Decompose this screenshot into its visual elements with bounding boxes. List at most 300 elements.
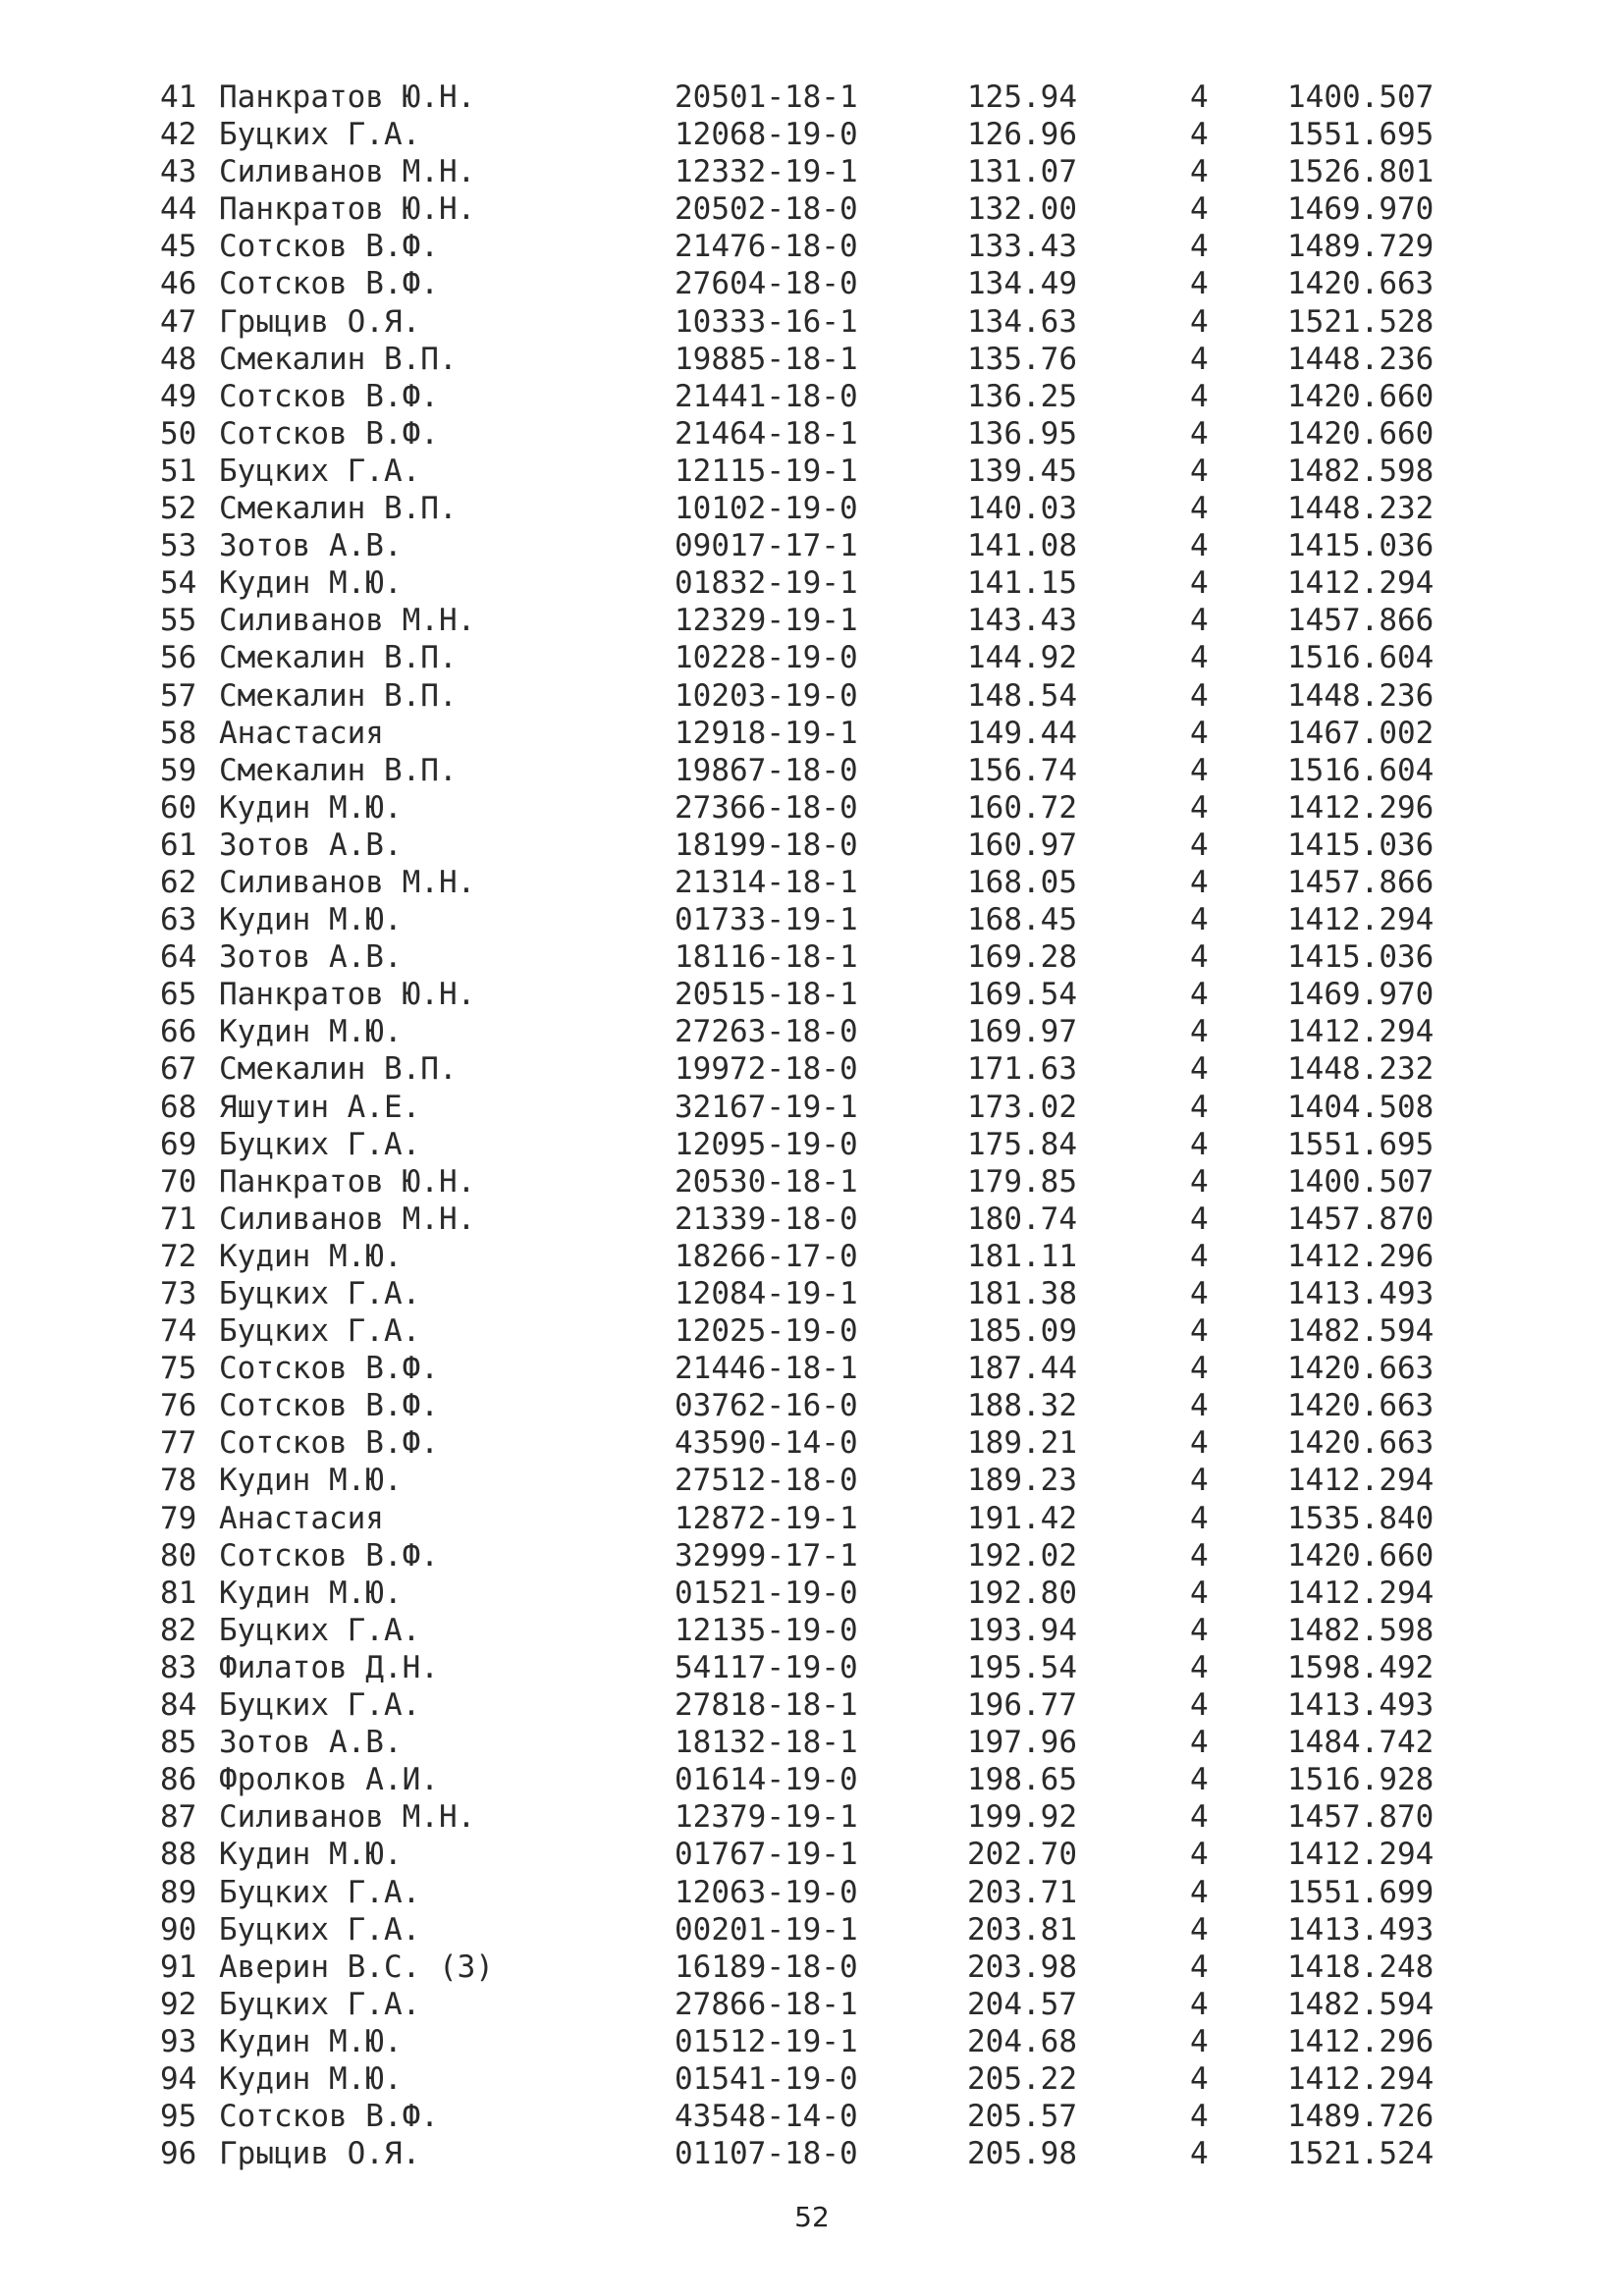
- row-code: 16189-18-0: [675, 1949, 858, 1985]
- table-row: [0, 190, 1624, 228]
- table-row: [0, 677, 1624, 715]
- row-result: 1420.663: [1287, 266, 1435, 302]
- table-row: [0, 490, 1624, 527]
- row-value: 141.15: [967, 565, 1077, 602]
- row-code: 12135-19-0: [675, 1612, 858, 1648]
- table-row: [0, 1500, 1624, 1537]
- row-name: Смекалин В.П.: [219, 491, 458, 527]
- row-result: 1448.236: [1287, 677, 1435, 714]
- row-value: 205.22: [967, 2060, 1077, 2097]
- row-result: 1420.663: [1287, 1351, 1435, 1387]
- row-result: 1489.726: [1287, 2099, 1435, 2135]
- row-value: 160.97: [967, 827, 1077, 863]
- row-count: 4: [1190, 789, 1209, 826]
- row-number: 90: [160, 1911, 197, 1948]
- table-row: [0, 153, 1624, 190]
- row-value: 156.74: [967, 752, 1077, 788]
- row-name: Яшутин А.Е.: [219, 1089, 421, 1125]
- row-value: 193.94: [967, 1612, 1077, 1648]
- row-code: 27263-18-0: [675, 1014, 858, 1050]
- row-count: 4: [1190, 603, 1209, 639]
- row-name: Буцких Г.А.: [219, 1986, 421, 2022]
- row-result: 1457.866: [1287, 864, 1435, 900]
- row-number: 49: [160, 378, 197, 414]
- table-row: [0, 2023, 1624, 2060]
- row-name: Силиванов М.Н.: [219, 154, 476, 190]
- row-result: 1420.660: [1287, 415, 1435, 452]
- row-value: 195.54: [967, 1649, 1077, 1685]
- results-table: [0, 79, 1624, 2172]
- table-row: [0, 2060, 1624, 2098]
- row-result: 1400.507: [1287, 1163, 1435, 1200]
- table-row: [0, 1013, 1624, 1050]
- table-row: [0, 341, 1624, 378]
- row-result: 1412.294: [1287, 1014, 1435, 1050]
- row-code: 43590-14-0: [675, 1425, 858, 1462]
- table-row: [0, 228, 1624, 265]
- table-row: [0, 938, 1624, 976]
- row-code: 27512-18-0: [675, 1463, 858, 1499]
- row-count: 4: [1190, 378, 1209, 414]
- row-code: 03762-16-0: [675, 1388, 858, 1424]
- row-number: 64: [160, 939, 197, 976]
- row-code: 01541-19-0: [675, 2060, 858, 2097]
- row-count: 4: [1190, 864, 1209, 900]
- row-value: 140.03: [967, 491, 1077, 527]
- row-count: 4: [1190, 303, 1209, 340]
- row-code: 01512-19-1: [675, 2023, 858, 2059]
- row-code: 21441-18-0: [675, 378, 858, 414]
- row-name: Зотов А.В.: [219, 827, 403, 863]
- table-row: [0, 1836, 1624, 1873]
- row-result: 1521.524: [1287, 2136, 1435, 2172]
- table-row: [0, 1163, 1624, 1201]
- row-number: 84: [160, 1687, 197, 1724]
- row-value: 205.98: [967, 2136, 1077, 2172]
- table-row: [0, 1911, 1624, 1949]
- row-number: 44: [160, 191, 197, 228]
- table-row: [0, 827, 1624, 864]
- row-value: 204.57: [967, 1986, 1077, 2022]
- row-name: Сотсков В.Ф.: [219, 1388, 439, 1424]
- row-number: 48: [160, 341, 197, 377]
- row-value: 160.72: [967, 789, 1077, 826]
- row-result: 1412.294: [1287, 2060, 1435, 2097]
- row-number: 95: [160, 2099, 197, 2135]
- row-count: 4: [1190, 1014, 1209, 1050]
- row-value: 135.76: [967, 341, 1077, 377]
- row-number: 53: [160, 528, 197, 564]
- row-value: 205.57: [967, 2099, 1077, 2135]
- row-value: 192.02: [967, 1537, 1077, 1574]
- row-number: 76: [160, 1388, 197, 1424]
- row-result: 1420.663: [1287, 1388, 1435, 1424]
- row-count: 4: [1190, 1649, 1209, 1685]
- table-row: [0, 901, 1624, 938]
- row-result: 1521.528: [1287, 303, 1435, 340]
- table-row: [0, 2098, 1624, 2135]
- row-name: Анастасия: [219, 715, 384, 751]
- row-code: 20501-18-1: [675, 80, 858, 115]
- row-number: 41: [160, 80, 197, 115]
- row-value: 192.80: [967, 1575, 1077, 1611]
- row-count: 4: [1190, 1687, 1209, 1724]
- row-value: 175.84: [967, 1126, 1077, 1162]
- row-number: 57: [160, 677, 197, 714]
- row-code: 00201-19-1: [675, 1911, 858, 1948]
- row-number: 80: [160, 1537, 197, 1574]
- table-row: [0, 1612, 1624, 1649]
- row-code: 12025-19-0: [675, 1313, 858, 1350]
- row-name: Смекалин В.П.: [219, 341, 458, 377]
- row-name: Сотсков В.Ф.: [219, 378, 439, 414]
- table-row: [0, 1350, 1624, 1387]
- row-result: 1551.695: [1287, 117, 1435, 153]
- row-count: 4: [1190, 1725, 1209, 1761]
- page-number: 52: [794, 2201, 830, 2233]
- row-code: 18199-18-0: [675, 827, 858, 863]
- row-value: 141.08: [967, 528, 1077, 564]
- row-number: 77: [160, 1425, 197, 1462]
- row-count: 4: [1190, 191, 1209, 228]
- row-count: 4: [1190, 1051, 1209, 1088]
- table-row: [0, 1686, 1624, 1724]
- row-code: 01832-19-1: [675, 565, 858, 602]
- row-number: 42: [160, 117, 197, 153]
- table-row: [0, 1798, 1624, 1836]
- row-result: 1489.729: [1287, 229, 1435, 265]
- table-row: [0, 453, 1624, 490]
- row-code: 12872-19-1: [675, 1500, 858, 1536]
- row-count: 4: [1190, 1276, 1209, 1311]
- row-code: 12329-19-1: [675, 603, 858, 639]
- row-name: Сотсков В.Ф.: [219, 2099, 439, 2135]
- row-value: 126.96: [967, 117, 1077, 153]
- row-value: 136.25: [967, 378, 1077, 414]
- row-result: 1457.870: [1287, 1201, 1435, 1237]
- row-code: 19867-18-0: [675, 752, 858, 788]
- row-value: 189.23: [967, 1463, 1077, 1499]
- row-number: 51: [160, 453, 197, 489]
- row-value: 136.95: [967, 415, 1077, 452]
- row-number: 73: [160, 1276, 197, 1311]
- row-count: 4: [1190, 1612, 1209, 1648]
- row-count: 4: [1190, 341, 1209, 377]
- row-value: 168.45: [967, 902, 1077, 938]
- row-value: 203.71: [967, 1874, 1077, 1910]
- row-number: 52: [160, 491, 197, 527]
- row-number: 74: [160, 1313, 197, 1350]
- row-number: 63: [160, 902, 197, 938]
- row-value: 189.21: [967, 1425, 1077, 1462]
- row-name: Панкратов Ю.Н.: [219, 191, 476, 228]
- table-row: [0, 1275, 1624, 1312]
- row-result: 1482.598: [1287, 453, 1435, 489]
- row-number: 78: [160, 1463, 197, 1499]
- row-result: 1415.036: [1287, 528, 1435, 564]
- row-code: 01767-19-1: [675, 1837, 858, 1873]
- row-number: 93: [160, 2023, 197, 2059]
- row-name: Филатов Д.Н.: [219, 1649, 439, 1685]
- row-value: 181.11: [967, 1238, 1077, 1274]
- row-result: 1413.493: [1287, 1276, 1435, 1311]
- row-value: 148.54: [967, 677, 1077, 714]
- row-count: 4: [1190, 1425, 1209, 1462]
- row-value: 169.54: [967, 977, 1077, 1013]
- row-value: 180.74: [967, 1201, 1077, 1237]
- row-count: 4: [1190, 1874, 1209, 1910]
- row-name: Буцких Г.А.: [219, 1276, 421, 1311]
- row-number: 58: [160, 715, 197, 751]
- row-result: 1482.594: [1287, 1313, 1435, 1350]
- row-code: 19972-18-0: [675, 1051, 858, 1088]
- table-row: [0, 715, 1624, 752]
- row-value: 149.44: [967, 715, 1077, 751]
- row-code: 20502-18-0: [675, 191, 858, 228]
- row-name: Кудин М.Ю.: [219, 902, 403, 938]
- table-row: [0, 303, 1624, 341]
- row-result: 1469.970: [1287, 191, 1435, 228]
- row-count: 4: [1190, 80, 1209, 115]
- row-result: 1469.970: [1287, 977, 1435, 1013]
- table-row: [0, 79, 1624, 116]
- table-row: [0, 639, 1624, 676]
- row-name: Анастасия: [219, 1500, 384, 1536]
- row-code: 18132-18-1: [675, 1725, 858, 1761]
- table-row: [0, 564, 1624, 602]
- row-name: Зотов А.В.: [219, 939, 403, 976]
- row-code: 12115-19-1: [675, 453, 858, 489]
- row-name: Смекалин В.П.: [219, 752, 458, 788]
- row-name: Смекалин В.П.: [219, 677, 458, 714]
- row-count: 4: [1190, 1986, 1209, 2022]
- row-result: 1526.801: [1287, 154, 1435, 190]
- row-number: 83: [160, 1649, 197, 1685]
- row-result: 1551.699: [1287, 1874, 1435, 1910]
- row-code: 01733-19-1: [675, 902, 858, 938]
- row-count: 4: [1190, 528, 1209, 564]
- row-result: 1598.492: [1287, 1649, 1435, 1685]
- row-value: 143.43: [967, 603, 1077, 639]
- row-code: 27866-18-1: [675, 1986, 858, 2022]
- table-row: [0, 1089, 1624, 1126]
- row-count: 4: [1190, 1949, 1209, 1985]
- table-row: [0, 2135, 1624, 2172]
- row-result: 1551.695: [1287, 1126, 1435, 1162]
- row-count: 4: [1190, 1911, 1209, 1948]
- row-value: 134.63: [967, 303, 1077, 340]
- row-value: 203.81: [967, 1911, 1077, 1948]
- table-row: [0, 1387, 1624, 1424]
- row-code: 12095-19-0: [675, 1126, 858, 1162]
- row-value: 187.44: [967, 1351, 1077, 1387]
- table-row: [0, 976, 1624, 1013]
- row-number: 66: [160, 1014, 197, 1050]
- row-count: 4: [1190, 154, 1209, 190]
- row-result: 1448.236: [1287, 341, 1435, 377]
- row-code: 12084-19-1: [675, 1276, 858, 1311]
- row-value: 134.49: [967, 266, 1077, 302]
- row-value: 203.98: [967, 1949, 1077, 1985]
- row-number: 85: [160, 1725, 197, 1761]
- row-number: 67: [160, 1051, 197, 1088]
- row-count: 4: [1190, 2136, 1209, 2172]
- row-result: 1448.232: [1287, 491, 1435, 527]
- row-count: 4: [1190, 1575, 1209, 1611]
- row-name: Сотсков В.Ф.: [219, 266, 439, 302]
- row-name: Панкратов Ю.Н.: [219, 80, 476, 115]
- row-count: 4: [1190, 827, 1209, 863]
- row-number: 45: [160, 229, 197, 265]
- row-count: 4: [1190, 1837, 1209, 1873]
- row-value: 144.92: [967, 640, 1077, 676]
- row-count: 4: [1190, 1388, 1209, 1424]
- row-result: 1457.866: [1287, 603, 1435, 639]
- row-result: 1415.036: [1287, 939, 1435, 976]
- row-count: 4: [1190, 453, 1209, 489]
- row-code: 12332-19-1: [675, 154, 858, 190]
- row-number: 79: [160, 1500, 197, 1536]
- row-number: 70: [160, 1163, 197, 1200]
- row-name: Зотов А.В.: [219, 528, 403, 564]
- row-name: Смекалин В.П.: [219, 1051, 458, 1088]
- row-value: 197.96: [967, 1725, 1077, 1761]
- row-number: 75: [160, 1351, 197, 1387]
- row-count: 4: [1190, 1126, 1209, 1162]
- row-name: Кудин М.Ю.: [219, 565, 403, 602]
- row-result: 1412.296: [1287, 789, 1435, 826]
- row-number: 59: [160, 752, 197, 788]
- row-name: Кудин М.Ю.: [219, 789, 403, 826]
- row-code: 32999-17-1: [675, 1537, 858, 1574]
- row-result: 1412.294: [1287, 1575, 1435, 1611]
- row-number: 50: [160, 415, 197, 452]
- row-name: Буцких Г.А.: [219, 453, 421, 489]
- row-number: 91: [160, 1949, 197, 1985]
- row-count: 4: [1190, 1799, 1209, 1836]
- table-row: [0, 1424, 1624, 1462]
- row-name: Буцких Г.А.: [219, 1874, 421, 1910]
- row-name: Буцких Г.А.: [219, 1313, 421, 1350]
- row-value: 171.63: [967, 1051, 1077, 1088]
- row-name: Грыцив О.Я.: [219, 2136, 421, 2172]
- row-result: 1516.604: [1287, 640, 1435, 676]
- row-result: 1412.294: [1287, 902, 1435, 938]
- table-row: [0, 265, 1624, 302]
- row-name: Кудин М.Ю.: [219, 1837, 403, 1873]
- table-row: [0, 1986, 1624, 2023]
- row-result: 1482.594: [1287, 1986, 1435, 2022]
- row-code: 01614-19-0: [675, 1762, 858, 1798]
- row-name: Буцких Г.А.: [219, 1612, 421, 1648]
- row-result: 1418.248: [1287, 1949, 1435, 1985]
- row-number: 62: [160, 864, 197, 900]
- row-count: 4: [1190, 1463, 1209, 1499]
- row-value: 191.42: [967, 1500, 1077, 1536]
- row-number: 94: [160, 2060, 197, 2097]
- table-row: [0, 789, 1624, 827]
- table-row: [0, 116, 1624, 153]
- row-result: 1420.660: [1287, 378, 1435, 414]
- row-result: 1415.036: [1287, 827, 1435, 863]
- row-value: 181.38: [967, 1276, 1077, 1311]
- row-number: 96: [160, 2136, 197, 2172]
- row-count: 4: [1190, 266, 1209, 302]
- table-row: [0, 1201, 1624, 1238]
- row-count: 4: [1190, 491, 1209, 527]
- row-name: Кудин М.Ю.: [219, 1014, 403, 1050]
- row-number: 72: [160, 1238, 197, 1274]
- row-result: 1467.002: [1287, 715, 1435, 751]
- row-value: 173.02: [967, 1089, 1077, 1125]
- row-result: 1516.604: [1287, 752, 1435, 788]
- row-name: Кудин М.Ю.: [219, 2023, 403, 2059]
- row-code: 10203-19-0: [675, 677, 858, 714]
- row-count: 4: [1190, 977, 1209, 1013]
- row-name: Фролков А.И.: [219, 1762, 439, 1798]
- row-number: 56: [160, 640, 197, 676]
- row-count: 4: [1190, 752, 1209, 788]
- row-value: 132.00: [967, 191, 1077, 228]
- row-name: Буцких Г.А.: [219, 117, 421, 153]
- row-name: Буцких Г.А.: [219, 1126, 421, 1162]
- table-row: [0, 602, 1624, 639]
- row-value: 169.28: [967, 939, 1077, 976]
- table-row: [0, 1126, 1624, 1163]
- table-row: [0, 1575, 1624, 1612]
- row-count: 4: [1190, 1351, 1209, 1387]
- table-row: [0, 1462, 1624, 1499]
- table-row: [0, 1874, 1624, 1911]
- row-number: 60: [160, 789, 197, 826]
- row-name: Аверин В.С. (З): [219, 1949, 494, 1985]
- row-name: Сотсков В.Ф.: [219, 415, 439, 452]
- row-number: 55: [160, 603, 197, 639]
- row-code: 20530-18-1: [675, 1163, 858, 1200]
- row-name: Сотсков В.Ф.: [219, 1425, 439, 1462]
- row-result: 1484.742: [1287, 1725, 1435, 1761]
- row-name: Буцких Г.А.: [219, 1687, 421, 1724]
- row-result: 1412.294: [1287, 565, 1435, 602]
- row-name: Панкратов Ю.Н.: [219, 1163, 476, 1200]
- row-code: 27604-18-0: [675, 266, 858, 302]
- row-number: 46: [160, 266, 197, 302]
- row-count: 4: [1190, 1089, 1209, 1125]
- row-value: 188.32: [967, 1388, 1077, 1424]
- row-code: 21446-18-1: [675, 1351, 858, 1387]
- row-count: 4: [1190, 1313, 1209, 1350]
- row-result: 1412.294: [1287, 1463, 1435, 1499]
- row-value: 185.09: [967, 1313, 1077, 1350]
- row-result: 1404.508: [1287, 1089, 1435, 1125]
- row-code: 01521-19-0: [675, 1575, 858, 1611]
- row-code: 18266-17-0: [675, 1238, 858, 1274]
- table-row: [0, 1761, 1624, 1798]
- row-code: 10228-19-0: [675, 640, 858, 676]
- row-number: 92: [160, 1986, 197, 2022]
- row-code: 27366-18-0: [675, 789, 858, 826]
- row-name: Грыцив О.Я.: [219, 303, 421, 340]
- row-value: 133.43: [967, 229, 1077, 265]
- row-value: 179.85: [967, 1163, 1077, 1200]
- row-name: Кудин М.Ю.: [219, 2060, 403, 2097]
- row-code: 20515-18-1: [675, 977, 858, 1013]
- table-row: [0, 1649, 1624, 1686]
- row-number: 69: [160, 1126, 197, 1162]
- row-code: 21314-18-1: [675, 864, 858, 900]
- row-result: 1412.296: [1287, 1238, 1435, 1274]
- row-code: 09017-17-1: [675, 528, 858, 564]
